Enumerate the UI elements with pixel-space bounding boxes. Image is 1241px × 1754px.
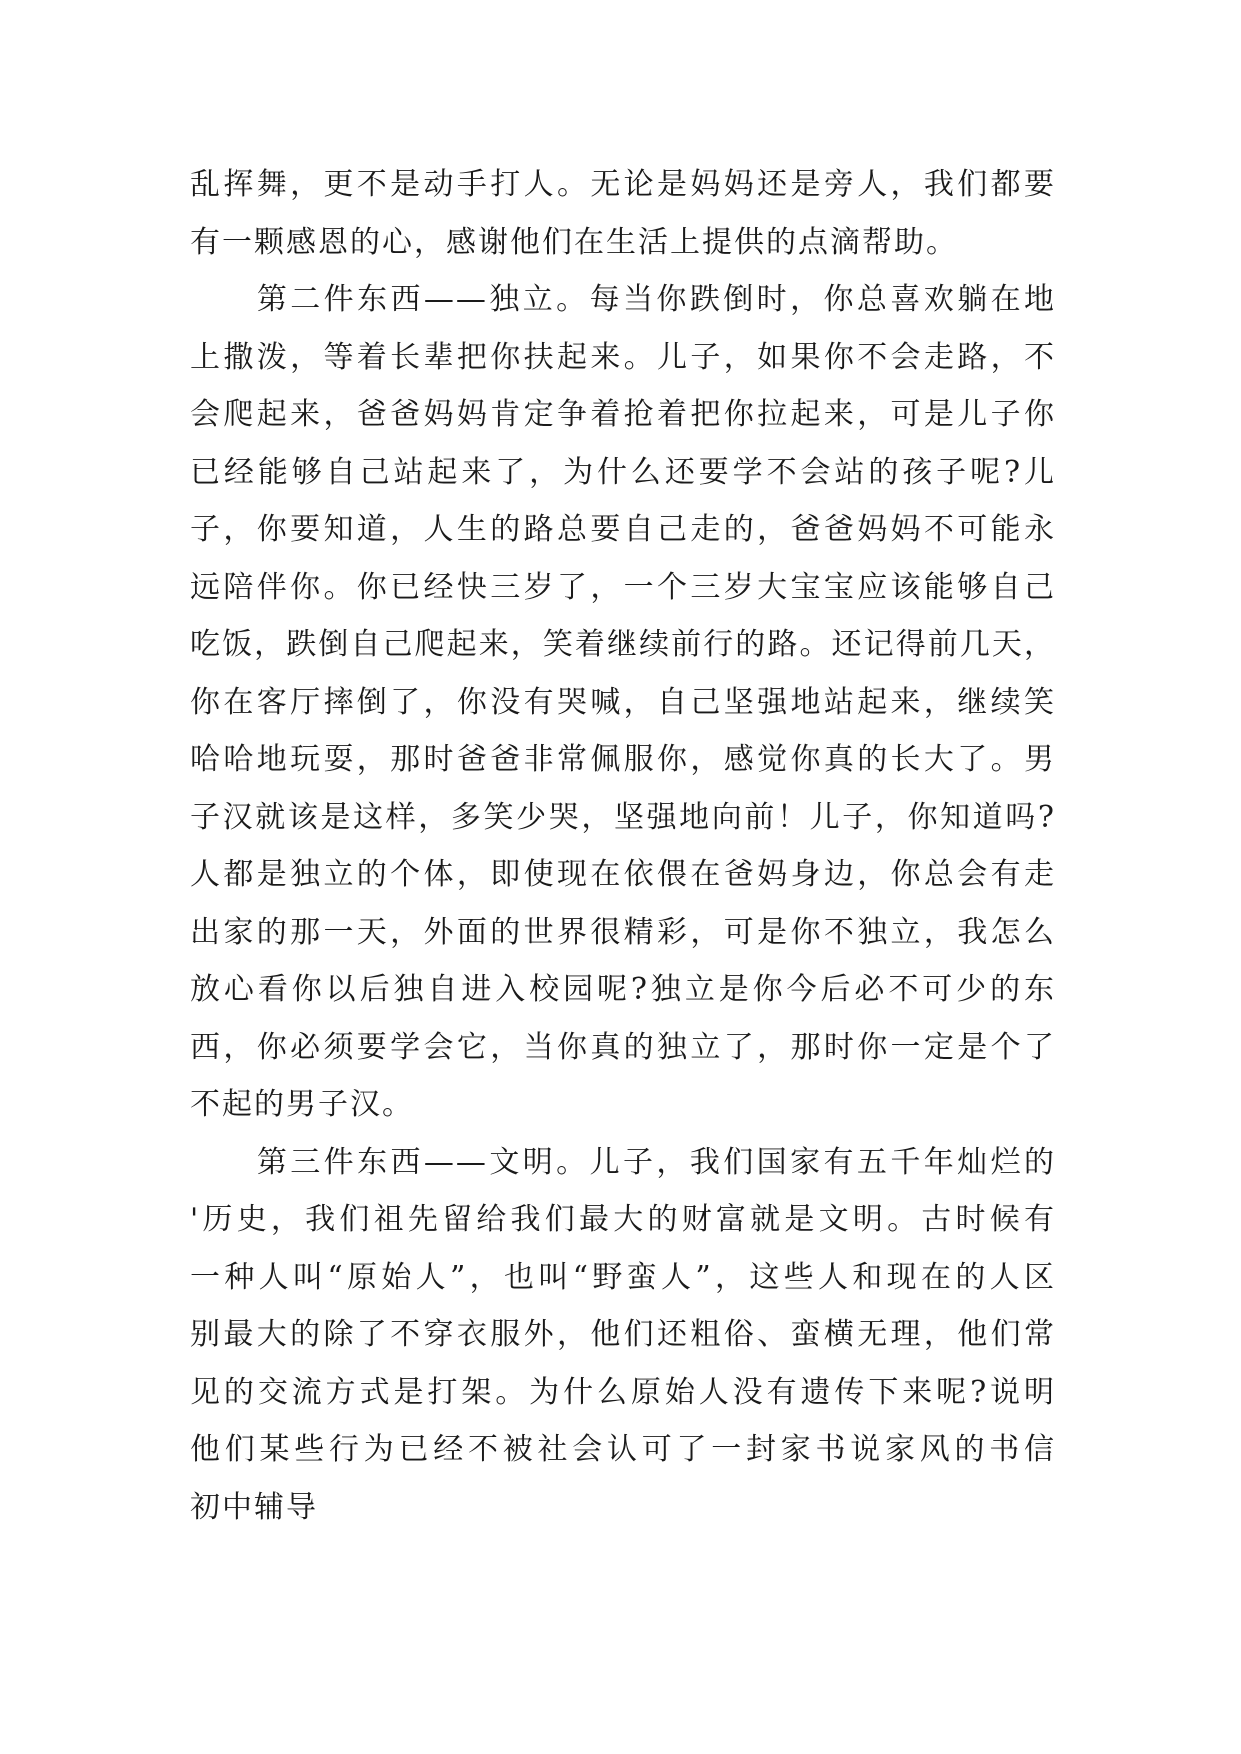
text-line: '历史，我们祖先留给我们最大的财富就是文明。古时候有 (190, 1202, 1056, 1237)
text-line: 吃饭，跌倒自己爬起来，笑着继续前行的路。还记得前几天， (190, 627, 1056, 662)
text-line: 远陪伴你。你已经快三岁了，一个三岁大宝宝应该能够自己 (190, 569, 1056, 605)
document-body (190, 156, 1056, 1536)
text-line: 西，你必须要学会它，当你真的独立了，那时你一定是个了 (190, 1029, 1056, 1065)
text-line: 已经能够自己站起来了，为什么还要学不会站的孩子呢?儿 (190, 454, 1056, 490)
text-line: 一种人叫“原始人”，也叫“野蛮人”，这些人和现在的人区 (190, 1259, 1056, 1295)
text-line: 上撒泼，等着长辈把你扶起来。儿子，如果你不会走路，不 (190, 339, 1056, 375)
text-line: 子汉就该是这样，多笑少哭，坚强地向前！儿子，你知道吗? (190, 799, 1056, 835)
text-line: 你在客厅摔倒了，你没有哭喊，自己坚强地站起来，继续笑 (190, 684, 1056, 720)
text-line: 不起的男子汉。 (190, 1087, 414, 1122)
text-line: 见的交流方式是打架。为什么原始人没有遗传下来呢?说明 (190, 1374, 1056, 1410)
text-line: 第三件东西——文明。儿子，我们国家有五千年灿烂的 (190, 1144, 1056, 1180)
text-line: 人都是独立的个体，即使现在依偎在爸妈身边，你总会有走 (190, 857, 1056, 892)
text-line: 乱挥舞，更不是动手打人。无论是妈妈还是旁人，我们都要 (190, 167, 1056, 202)
text-line: 别最大的除了不穿衣服外，他们还粗俗、蛮横无理，他们常 (190, 1317, 1056, 1352)
text-line: 初中辅导 (190, 1489, 318, 1525)
text-line: 子，你要知道，人生的路总要自己走的，爸爸妈妈不可能永 (190, 512, 1056, 547)
text-line: 会爬起来，爸爸妈妈肯定争着抢着把你拉起来，可是儿子你 (190, 397, 1056, 432)
text-line: 他们某些行为已经不被社会认可了一封家书说家风的书信 (190, 1432, 1056, 1467)
text-line: 放心看你以后独自进入校园呢?独立是你今后必不可少的东 (190, 972, 1056, 1007)
text-line: 第二件东西——独立。每当你跌倒时，你总喜欢躺在地 (190, 282, 1056, 317)
text-line: 出家的那一天，外面的世界很精彩，可是你不独立，我怎么 (190, 914, 1056, 950)
text-line: 哈哈地玩耍，那时爸爸非常佩服你，感觉你真的长大了。男 (190, 742, 1056, 777)
text-line: 有一颗感恩的心，感谢他们在生活上提供的点滴帮助。 (190, 224, 958, 260)
